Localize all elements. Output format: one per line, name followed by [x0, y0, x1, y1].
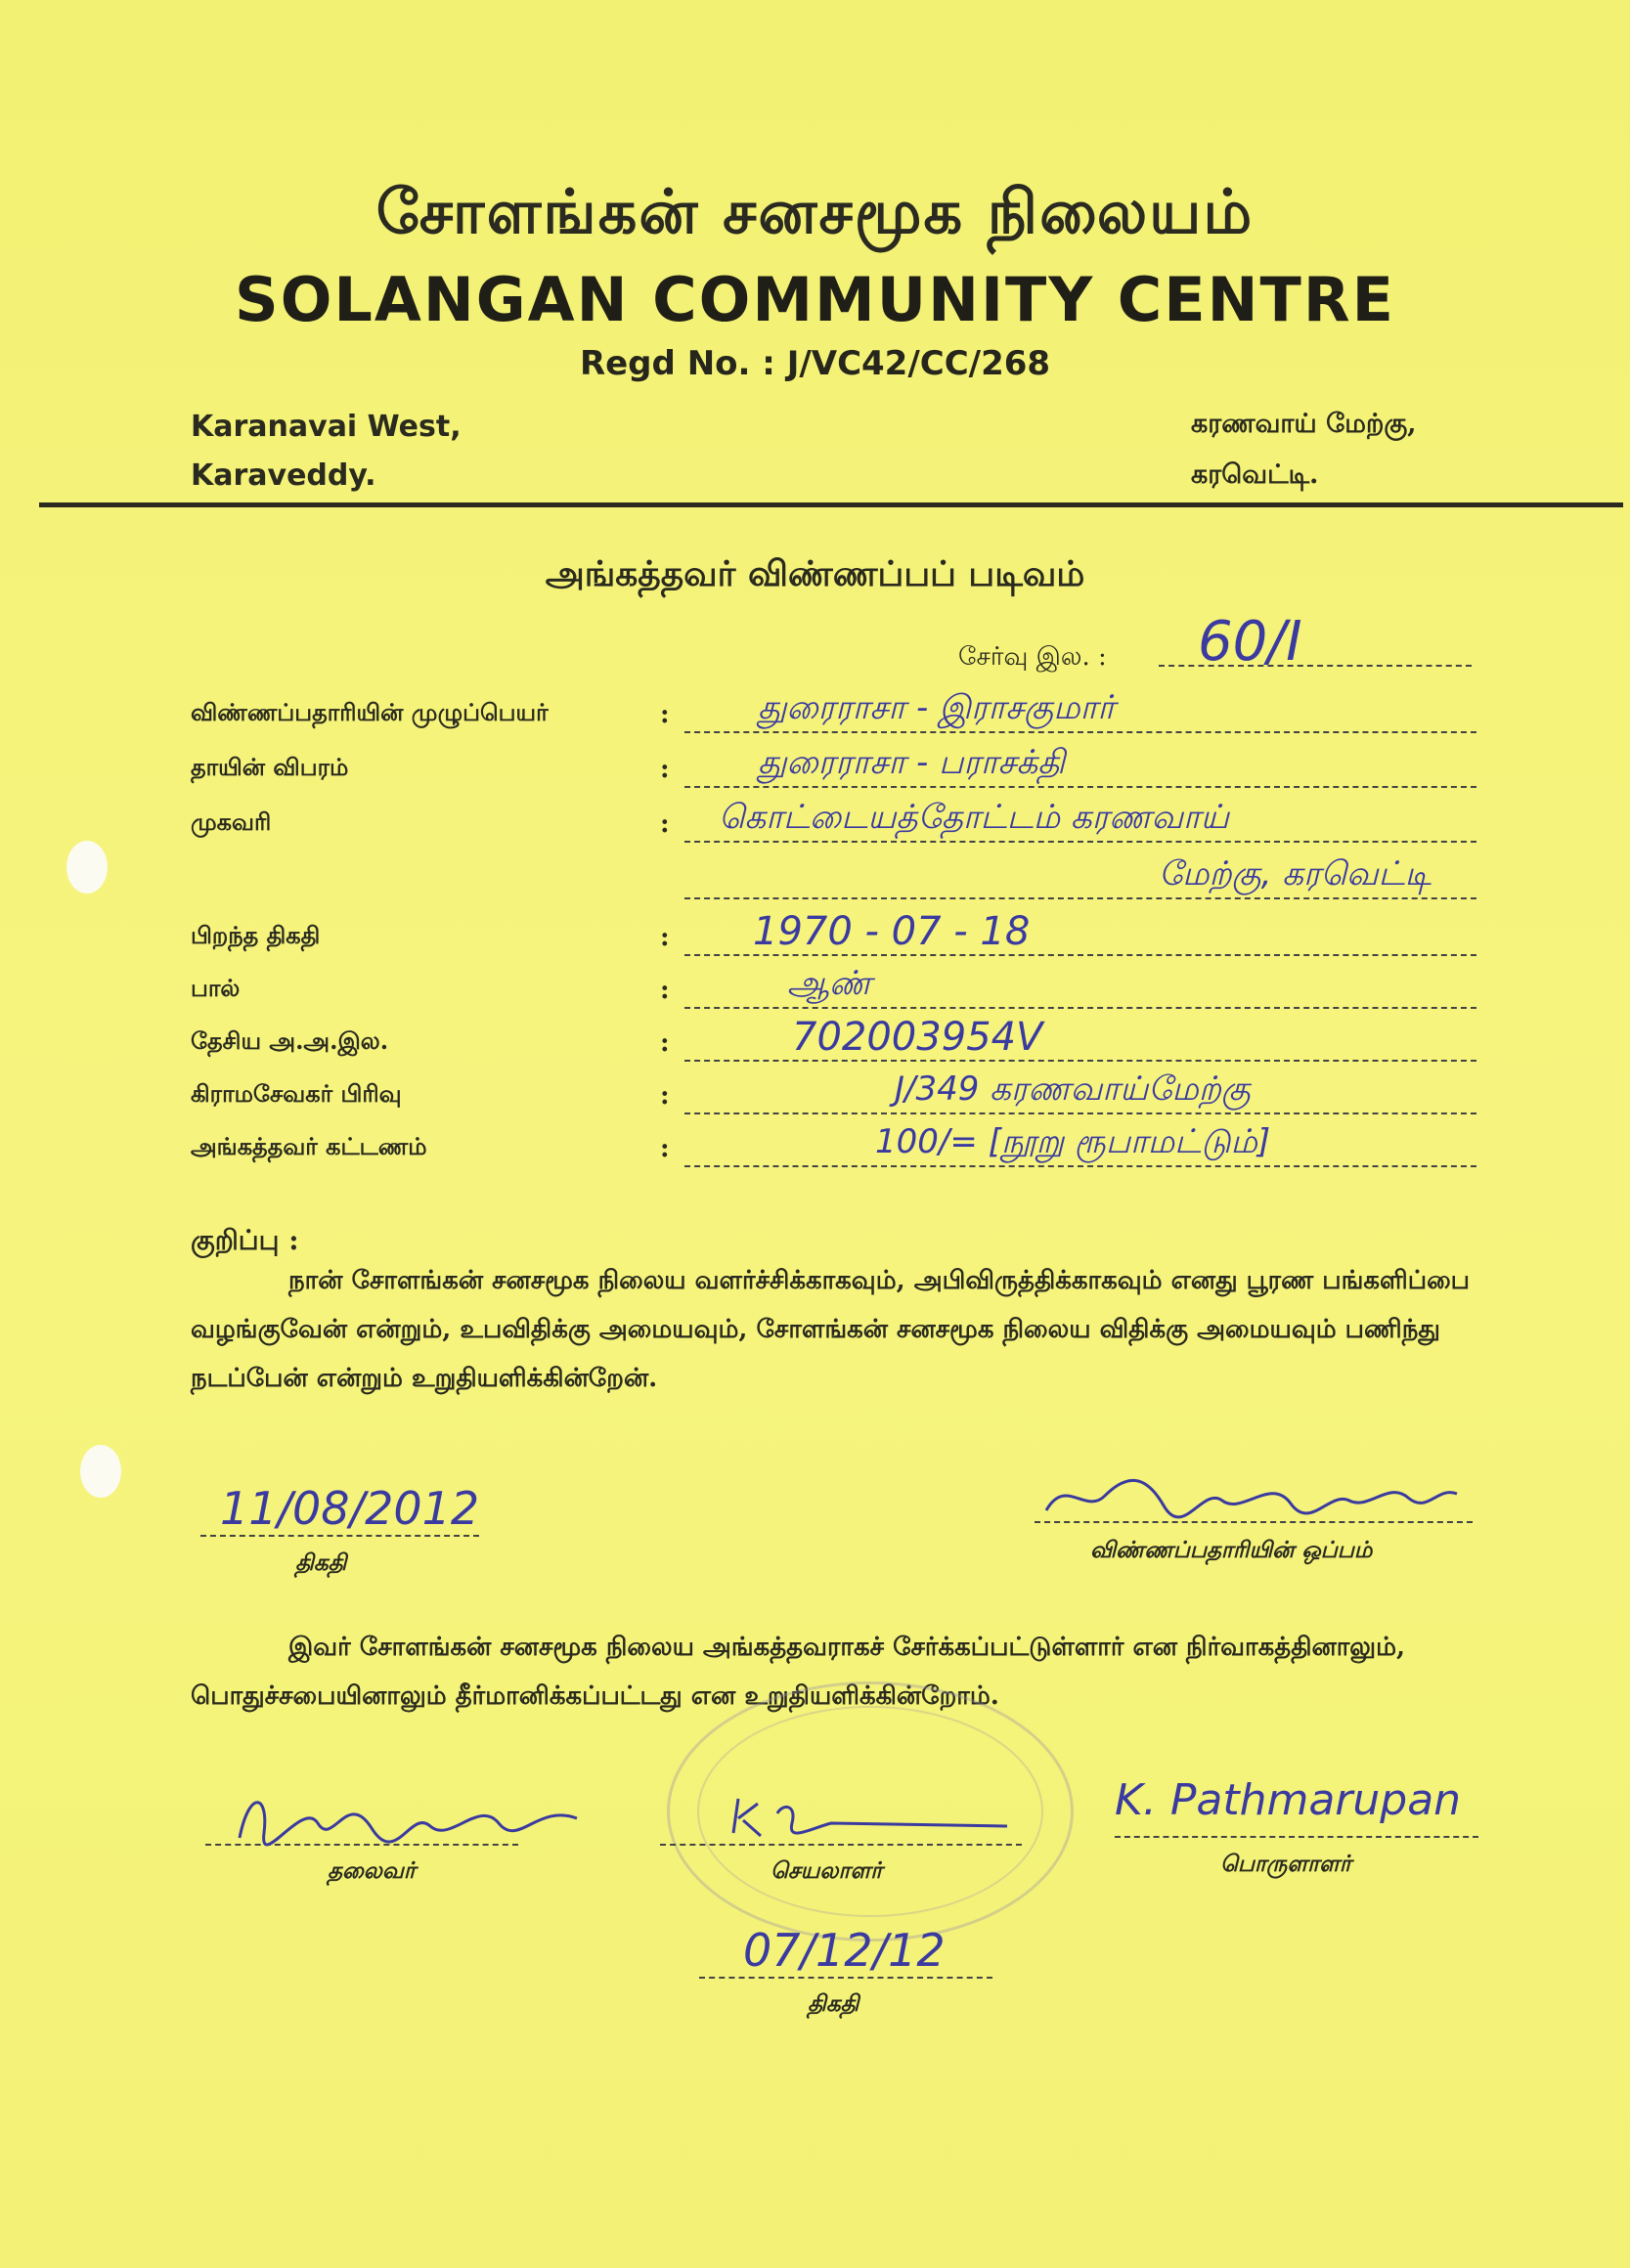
field-row-gn-division [191, 1069, 1476, 1114]
approval-date-value: 07/12/12 [743, 1924, 946, 1977]
field-value: துரைராசா - இராசகுமார் [758, 688, 1116, 727]
address-english [191, 403, 462, 501]
address-tamil-line-1: கரணவாய் மேற்கு, [1191, 409, 1417, 439]
field-value: மேற்கு, கரவெட்டி [1159, 854, 1432, 894]
declaration-text: நான் சோளங்கன் சனசமூக நிலைய வளர்ச்சிக்காகவும், அபிவிருத்திக்காகவும் எனது பூரண பங்களிப்பை வழங்குவேன் என்றும், உபவிதிக்கு அமையவும், சோளங்கன் சனசமூக நிலைய விதிக்கு அமையவும் பணிந்து நடப்பேன் என்றும் உறுதியளிக்கின்றேன். [191, 1266, 1471, 1393]
field-row-dob [191, 909, 1476, 956]
field-colon: : [660, 700, 670, 729]
field-colon: : [660, 976, 670, 1005]
field-colon: : [660, 809, 670, 839]
org-name-english: SOLANGAN COMMUNITY CENTRE [235, 264, 1395, 335]
registration-field [1159, 608, 1472, 674]
field-label: விண்ணப்பதாரியின் முழுப்பெயர் [191, 698, 549, 726]
field-row-nic [191, 1015, 1476, 1062]
registration-label: சேர்வு இல. : [958, 642, 1107, 672]
address-english-line-1: Karanavai West, [191, 410, 462, 444]
field-label: தேசிய அ.அ.இல. [191, 1026, 389, 1055]
president-signature [225, 1779, 596, 1857]
field-row-sex [191, 964, 1476, 1009]
note-heading: குறிப்பு : [191, 1224, 299, 1256]
field-label: முகவரி [191, 807, 272, 836]
field-value: கொட்டையத்தோட்டம் கரணவாய் [719, 798, 1229, 837]
field-colon: : [660, 923, 670, 952]
treasurer-label: பொருளாளர் [1220, 1851, 1351, 1877]
registration-value: 60/I [1198, 610, 1302, 674]
applicant-date-label: திகதி [295, 1549, 347, 1576]
punch-hole-top [66, 841, 108, 894]
field-value: ஆண் [787, 964, 872, 1003]
field-colon: : [660, 755, 670, 784]
treasurer-signature: K. Pathmarupan [1115, 1775, 1462, 1825]
field-colon: : [660, 1081, 670, 1111]
registration-number: Regd No. : J/VC42/CC/268 [579, 344, 1051, 383]
applicant-signature [1036, 1466, 1467, 1525]
field-colon: : [660, 1134, 670, 1163]
field-row-fee [191, 1122, 1476, 1167]
field-label: தாயின் விபரம் [191, 753, 349, 781]
applicant-date-value: 11/08/2012 [220, 1482, 480, 1535]
field-row-address [191, 798, 1476, 843]
field-label: கிராமசேவகர் பிரிவு [191, 1079, 402, 1108]
secretary-signature [724, 1789, 1017, 1848]
approval-text: இவர் சோளங்கன் சனசமூக நிலைய அங்கத்தவராகச் சேர்க்கப்பட்டுள்ளார் என நிர்வாகத்தினாலும், பொதுச்சபையினாலும் தீர்மானிக்கப்பட்டது என உறுதியளிக்கின்றோம். [191, 1633, 1406, 1711]
approval-date-label: திகதி [808, 1990, 859, 2017]
field-label: பால் [191, 974, 241, 1002]
field-value: 100/= [நூறு ரூபாமட்டும்] [875, 1122, 1271, 1161]
org-name-tamil: சோளங்கன் சனசமூக நிலையம் [375, 176, 1255, 247]
applicant-signature-label: விண்ணப்பதாரியின் ஒப்பம் [1090, 1537, 1373, 1563]
address-tamil [1191, 399, 1417, 501]
president-label: தலைவர் [328, 1857, 416, 1884]
field-value: 702003954V [792, 1015, 1043, 1060]
field-label: பிறந்த திகதி [191, 921, 321, 949]
field-row-mother [191, 743, 1476, 788]
punch-hole-bottom [80, 1445, 121, 1498]
field-value: 1970 - 07 - 18 [753, 909, 1031, 954]
field-label: அங்கத்தவர் கட்டணம் [191, 1132, 427, 1160]
header-divider [39, 502, 1623, 507]
field-colon: : [660, 1028, 670, 1058]
secretary-label: செயலாளர் [771, 1857, 883, 1884]
address-english-line-2: Karaveddy. [191, 458, 376, 493]
form-title: அங்கத்தவர் விண்ணப்பப் படிவம் [545, 553, 1085, 594]
address-tamil-line-2: கரவெட்டி. [1191, 459, 1319, 490]
field-row-full-name [191, 688, 1476, 733]
field-value: J/349 கரணவாய்மேற்கு [895, 1069, 1251, 1109]
field-value: துரைராசா - பராசக்தி [758, 743, 1066, 782]
field-row-address-2 [191, 854, 1476, 899]
